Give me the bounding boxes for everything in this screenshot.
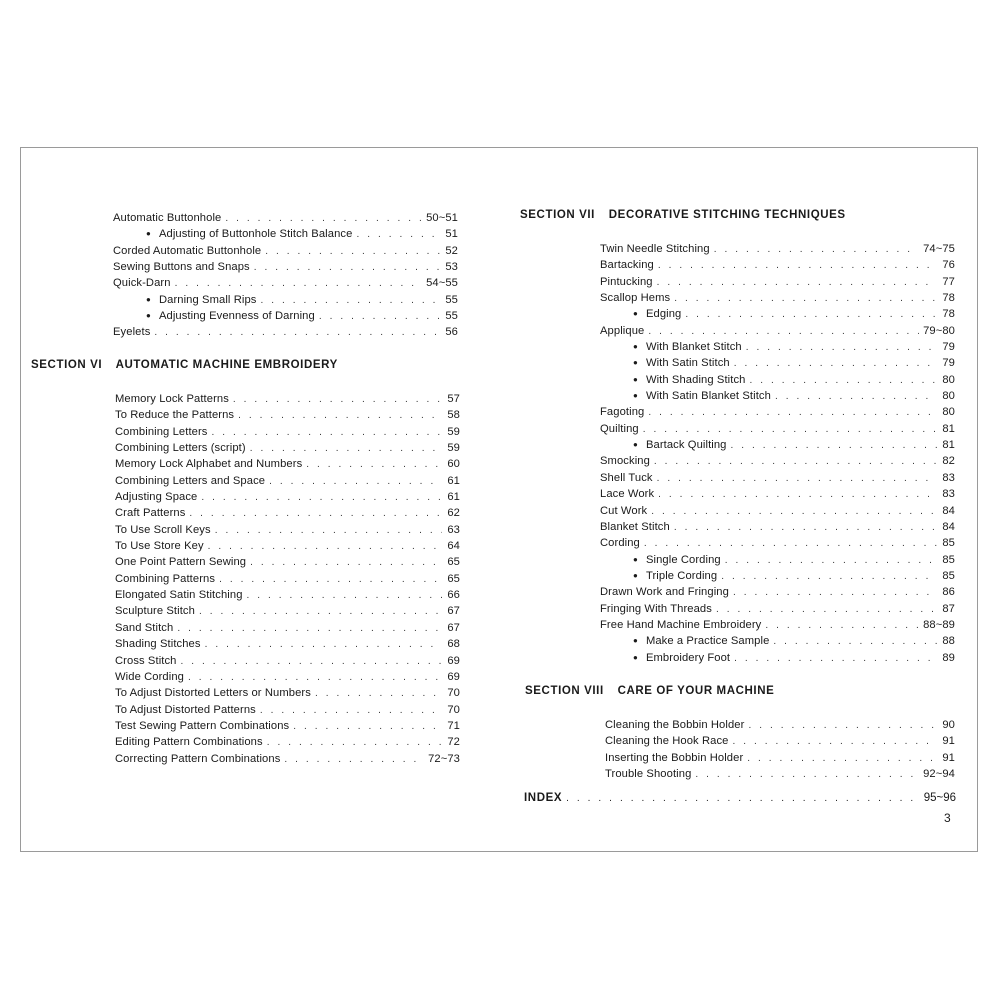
entry-label: Fagoting bbox=[600, 406, 645, 419]
entry-page: 80 bbox=[942, 390, 955, 403]
toc-entry[interactable] bbox=[600, 453, 955, 469]
toc-entry[interactable] bbox=[115, 522, 460, 538]
toc-entry[interactable] bbox=[115, 440, 460, 456]
toc-entry[interactable] bbox=[115, 489, 460, 505]
entry-label: One Point Pattern Sewing bbox=[115, 556, 247, 569]
dot-leader bbox=[238, 408, 442, 424]
dot-leader bbox=[746, 340, 937, 356]
dot-leader bbox=[716, 602, 937, 618]
dot-leader bbox=[658, 258, 937, 274]
toc-sub-entry[interactable] bbox=[113, 226, 458, 242]
entry-page: 78 bbox=[942, 308, 955, 321]
entry-label: ● With Satin Blanket Stitch bbox=[633, 388, 771, 405]
toc-entry[interactable] bbox=[600, 486, 955, 502]
dot-leader bbox=[725, 553, 937, 569]
dot-leader bbox=[181, 654, 442, 670]
entry-page: 57 bbox=[447, 393, 460, 405]
entry-label: Lace Work bbox=[600, 488, 655, 501]
entry-label: Wide Cording bbox=[115, 670, 184, 683]
entry-page: 84 bbox=[942, 520, 955, 533]
entry-page: 85 bbox=[942, 553, 955, 566]
toc-entry[interactable] bbox=[600, 535, 955, 551]
entry-page: 62 bbox=[447, 507, 460, 520]
entry-label: ● Single Cording bbox=[633, 552, 721, 569]
entry-page: 72 bbox=[447, 736, 460, 749]
toc-entry[interactable] bbox=[600, 519, 955, 535]
toc-entry[interactable] bbox=[113, 324, 458, 340]
entry-page: 89 bbox=[942, 651, 955, 664]
dot-leader bbox=[208, 539, 442, 555]
toc-sub-entry[interactable] bbox=[600, 650, 955, 666]
entry-label: Memory Lock Patterns bbox=[115, 393, 229, 405]
entry-label: ● Triple Cording bbox=[633, 568, 717, 585]
entry-page: 86 bbox=[942, 586, 955, 599]
toc-entry[interactable] bbox=[115, 751, 460, 767]
entry-label: Sculpture Stitch bbox=[115, 605, 195, 618]
dot-leader bbox=[261, 293, 441, 309]
entry-label: ● Embroidery Foot bbox=[633, 650, 730, 667]
toc-sub-entry[interactable] bbox=[600, 306, 955, 322]
entry-label: ● With Satin Stitch bbox=[633, 355, 730, 372]
entry-page: 51 bbox=[445, 228, 458, 241]
toc-entry[interactable] bbox=[115, 620, 460, 636]
dot-leader bbox=[695, 767, 919, 783]
section-vii-title: DECORATIVE STITCHING TECHNIQUES bbox=[608, 209, 846, 221]
dot-leader bbox=[177, 621, 442, 637]
entry-label: Sand Stitch bbox=[115, 621, 174, 634]
entry-label: Free Hand Machine Embroidery bbox=[600, 618, 762, 631]
dot-leader bbox=[765, 618, 919, 634]
entry-label: Sewing Buttons and Snaps bbox=[113, 261, 250, 274]
toc-sub-entry[interactable] bbox=[600, 568, 955, 584]
entry-label: Applique bbox=[600, 324, 645, 337]
entry-label: ● Adjusting Evenness of Darning bbox=[146, 308, 315, 325]
dot-leader bbox=[293, 719, 442, 735]
index-page: 95~96 bbox=[923, 792, 956, 804]
toc-entry[interactable] bbox=[115, 571, 460, 587]
entry-label: Pintucking bbox=[600, 275, 653, 288]
dot-leader bbox=[247, 588, 442, 604]
dot-leader bbox=[269, 474, 442, 490]
entry-label: Blanket Stitch bbox=[600, 520, 670, 533]
dot-leader bbox=[566, 793, 920, 804]
toc-entry[interactable] bbox=[600, 241, 955, 257]
entry-page: 71 bbox=[447, 719, 460, 732]
entry-page: 56 bbox=[445, 326, 458, 339]
entry-page: 88~89 bbox=[923, 618, 955, 631]
toc-entry[interactable] bbox=[115, 603, 460, 619]
entry-page: 83 bbox=[942, 471, 955, 484]
dot-leader bbox=[643, 422, 937, 438]
toc-entry[interactable] bbox=[115, 685, 460, 701]
dot-leader bbox=[734, 356, 937, 372]
dot-leader bbox=[648, 405, 937, 421]
entry-page: 66 bbox=[447, 589, 460, 602]
entry-page: 61 bbox=[447, 491, 460, 504]
toc-entry[interactable] bbox=[115, 734, 460, 750]
entry-label: Shading Stitches bbox=[115, 638, 201, 651]
dot-leader bbox=[721, 569, 937, 585]
entry-page: 79~80 bbox=[923, 324, 955, 337]
toc-entry[interactable] bbox=[605, 717, 955, 733]
section-vi-title: AUTOMATIC MACHINE EMBROIDERY bbox=[115, 359, 338, 371]
toc-entry[interactable] bbox=[605, 766, 955, 782]
dot-leader bbox=[199, 604, 442, 620]
entry-label: To Adjust Distorted Patterns bbox=[115, 703, 256, 716]
toc-sub-entry[interactable] bbox=[600, 437, 955, 453]
entry-page: 79 bbox=[942, 341, 955, 354]
entry-label: Drawn Work and Fringing bbox=[600, 586, 729, 599]
entry-label: Test Sewing Pattern Combinations bbox=[115, 719, 290, 732]
entry-label: Cut Work bbox=[600, 504, 648, 517]
toc-entry[interactable] bbox=[115, 554, 460, 570]
dot-leader bbox=[657, 275, 937, 291]
entry-label: Twin Needle Stitching bbox=[600, 243, 710, 255]
toc-entry[interactable] bbox=[115, 407, 460, 423]
entry-label: To Reduce the Patterns bbox=[115, 409, 235, 422]
dot-leader bbox=[733, 585, 937, 601]
dot-leader bbox=[254, 260, 440, 276]
entry-label: ● Edging bbox=[633, 306, 681, 323]
dot-leader bbox=[319, 309, 440, 325]
entry-page: 67 bbox=[447, 605, 460, 618]
entry-page: 58 bbox=[447, 409, 460, 422]
entry-label: Trouble Shooting bbox=[605, 768, 692, 781]
dot-leader bbox=[219, 572, 442, 588]
entry-page: 81 bbox=[942, 439, 955, 452]
entry-page: 72~73 bbox=[428, 752, 460, 765]
entry-label: Smocking bbox=[600, 455, 650, 468]
toc-sub-entry[interactable] bbox=[600, 552, 955, 568]
entry-page: 69 bbox=[447, 654, 460, 667]
dot-leader bbox=[175, 276, 423, 292]
section-vii-number: SECTION VII bbox=[520, 209, 595, 221]
dot-leader bbox=[267, 735, 442, 751]
dot-leader bbox=[731, 438, 937, 454]
dot-leader bbox=[215, 523, 442, 539]
entry-label: Corded Automatic Buttonhole bbox=[113, 244, 262, 257]
dot-leader bbox=[188, 670, 442, 686]
dot-leader bbox=[732, 734, 937, 750]
entry-label: Inserting the Bobbin Holder bbox=[605, 751, 744, 764]
entry-page: 91 bbox=[942, 751, 955, 764]
toc-entry[interactable] bbox=[113, 243, 458, 259]
entry-page: 70 bbox=[447, 687, 460, 700]
entry-page: 65 bbox=[447, 572, 460, 585]
entry-label: Automatic Buttonhole bbox=[113, 212, 222, 224]
entry-label: To Adjust Distorted Letters or Numbers bbox=[115, 687, 311, 700]
entry-label: Cording bbox=[600, 537, 640, 550]
toc-entry[interactable] bbox=[600, 274, 955, 290]
dot-leader bbox=[714, 242, 919, 258]
entry-page: 55 bbox=[445, 293, 458, 306]
entry-page: 65 bbox=[447, 556, 460, 569]
entry-page: 52 bbox=[445, 244, 458, 257]
toc-sub-entry[interactable] bbox=[600, 372, 955, 388]
dot-leader bbox=[748, 718, 937, 734]
entry-page: 67 bbox=[447, 621, 460, 634]
dot-leader bbox=[205, 637, 442, 653]
dot-leader bbox=[265, 244, 440, 260]
entry-page: 92~94 bbox=[923, 768, 955, 781]
entry-label: To Use Scroll Keys bbox=[115, 523, 211, 536]
dot-leader bbox=[658, 487, 937, 503]
entry-page: 59 bbox=[447, 442, 460, 455]
toc-entry[interactable] bbox=[605, 733, 955, 749]
entry-page: 78 bbox=[942, 292, 955, 305]
toc-entry[interactable] bbox=[600, 584, 955, 600]
entry-page: 74~75 bbox=[923, 243, 955, 255]
toc-entry[interactable] bbox=[600, 617, 955, 633]
index-entry[interactable] bbox=[524, 792, 956, 804]
entry-label: ● With Shading Stitch bbox=[633, 372, 745, 389]
entry-label: Editing Pattern Combinations bbox=[115, 736, 263, 749]
toc-entry[interactable] bbox=[115, 473, 460, 489]
dot-leader bbox=[315, 686, 442, 702]
entry-label: Bartacking bbox=[600, 259, 654, 272]
entry-page: 59 bbox=[447, 425, 460, 438]
dot-leader bbox=[233, 392, 442, 408]
entry-label: Combining Letters and Space bbox=[115, 474, 266, 487]
toc-entry[interactable] bbox=[115, 538, 460, 554]
entry-label: Cleaning the Bobbin Holder bbox=[605, 719, 745, 731]
dot-leader bbox=[657, 471, 937, 487]
toc-entry[interactable] bbox=[115, 669, 460, 685]
toc-entry[interactable] bbox=[600, 257, 955, 273]
entry-label: Cross Stitch bbox=[115, 654, 177, 667]
dot-leader bbox=[674, 520, 937, 536]
entry-page: 91 bbox=[942, 735, 955, 748]
toc-entry[interactable] bbox=[115, 505, 460, 521]
entry-label: Quilting bbox=[600, 422, 639, 435]
toc-sub-entry[interactable] bbox=[600, 339, 955, 355]
entry-label: Combining Letters (script) bbox=[115, 442, 246, 455]
toc-sub-entry[interactable] bbox=[600, 633, 955, 649]
entry-label: ● With Blanket Stitch bbox=[633, 339, 742, 356]
entry-page: 63 bbox=[447, 523, 460, 536]
entry-page: 77 bbox=[942, 275, 955, 288]
dot-leader bbox=[644, 536, 937, 552]
section-viii-number: SECTION VIII bbox=[525, 685, 604, 697]
entry-page: 64 bbox=[447, 540, 460, 553]
dot-leader bbox=[651, 504, 937, 520]
index-label: INDEX bbox=[524, 792, 563, 804]
entry-page: 85 bbox=[942, 569, 955, 582]
entry-page: 90 bbox=[942, 719, 955, 731]
toc-entry[interactable] bbox=[115, 653, 460, 669]
toc-section-vi bbox=[115, 391, 460, 767]
section-vi-number: SECTION VI bbox=[31, 359, 103, 371]
toc-entry[interactable] bbox=[605, 750, 955, 766]
entry-label: ● Bartack Quilting bbox=[633, 437, 727, 454]
toc-sub-entry[interactable] bbox=[113, 308, 458, 324]
dot-leader bbox=[747, 751, 937, 767]
toc-entry[interactable] bbox=[115, 456, 460, 472]
entry-page: 87 bbox=[942, 602, 955, 615]
entry-label: Shell Tuck bbox=[600, 471, 653, 484]
entry-label: Adjusting Space bbox=[115, 491, 198, 504]
toc-entry[interactable] bbox=[600, 601, 955, 617]
toc-entry[interactable] bbox=[113, 259, 458, 275]
toc-entry[interactable] bbox=[115, 424, 460, 440]
toc-entry[interactable] bbox=[115, 702, 460, 718]
toc-entry[interactable] bbox=[600, 290, 955, 306]
toc-entry[interactable] bbox=[113, 275, 458, 291]
entry-label: ● Make a Practice Sample bbox=[633, 633, 769, 650]
dot-leader bbox=[654, 454, 937, 470]
toc-entry[interactable] bbox=[600, 404, 955, 420]
toc-entry[interactable] bbox=[115, 636, 460, 652]
entry-page: 85 bbox=[942, 537, 955, 550]
section-viii-heading bbox=[525, 685, 774, 697]
dot-leader bbox=[260, 703, 442, 719]
entry-label: Elongated Satin Stitching bbox=[115, 589, 243, 602]
section-vii-heading bbox=[520, 209, 846, 221]
dot-leader bbox=[250, 555, 442, 571]
dot-leader bbox=[734, 651, 937, 667]
dot-leader bbox=[212, 425, 443, 441]
entry-page: 80 bbox=[942, 373, 955, 386]
dot-leader bbox=[356, 227, 440, 243]
dot-leader bbox=[773, 634, 937, 650]
toc-entry[interactable] bbox=[115, 391, 460, 407]
entry-label: ● Adjusting of Buttonhole Stitch Balance bbox=[146, 226, 352, 243]
toc-sub-entry[interactable] bbox=[600, 388, 955, 404]
dot-leader bbox=[775, 389, 937, 405]
toc-entry[interactable] bbox=[600, 421, 955, 437]
entry-page: 50~51 bbox=[426, 212, 458, 224]
toc-entry[interactable] bbox=[115, 718, 460, 734]
entry-page: 55 bbox=[445, 310, 458, 323]
entry-label: ● Darning Small Rips bbox=[146, 292, 257, 309]
entry-label: To Use Store Key bbox=[115, 540, 204, 553]
entry-page: 53 bbox=[445, 261, 458, 274]
entry-label: Correcting Pattern Combinations bbox=[115, 752, 281, 765]
dot-leader bbox=[154, 325, 440, 341]
entry-label: Craft Patterns bbox=[115, 507, 186, 520]
dot-leader bbox=[749, 373, 937, 389]
page-number: 3 bbox=[944, 811, 951, 825]
entry-page: 76 bbox=[942, 259, 955, 272]
entry-page: 54~55 bbox=[426, 277, 458, 290]
entry-label: Fringing With Threads bbox=[600, 602, 712, 615]
entry-page: 79 bbox=[942, 357, 955, 370]
dot-leader bbox=[250, 441, 442, 457]
entry-page: 70 bbox=[447, 703, 460, 716]
entry-page: 82 bbox=[942, 455, 955, 468]
toc-section-viii bbox=[605, 717, 955, 782]
entry-page: 61 bbox=[447, 474, 460, 487]
dot-leader bbox=[284, 752, 424, 768]
entry-page: 88 bbox=[942, 635, 955, 648]
entry-label: Quick-Darn bbox=[113, 277, 171, 290]
entry-label: Scallop Hems bbox=[600, 292, 671, 305]
toc-entry[interactable] bbox=[600, 323, 955, 339]
dot-leader bbox=[225, 211, 422, 227]
entry-page: 69 bbox=[447, 670, 460, 683]
entry-label: Memory Lock Alphabet and Numbers bbox=[115, 458, 303, 471]
dot-leader bbox=[189, 506, 442, 522]
toc-left-top bbox=[113, 210, 458, 341]
toc-section-vii bbox=[600, 241, 955, 666]
section-vi-heading bbox=[31, 359, 338, 371]
entry-label: Eyelets bbox=[113, 326, 151, 339]
section-viii-title: CARE OF YOUR MACHINE bbox=[617, 685, 775, 697]
entry-page: 60 bbox=[447, 458, 460, 471]
dot-leader bbox=[201, 490, 442, 506]
entry-label: Cleaning the Hook Race bbox=[605, 735, 729, 748]
dot-leader bbox=[306, 457, 442, 473]
toc-entry[interactable] bbox=[115, 587, 460, 603]
entry-page: 83 bbox=[942, 488, 955, 501]
dot-leader bbox=[674, 291, 937, 307]
dot-leader bbox=[685, 307, 937, 323]
toc-sub-entry[interactable] bbox=[113, 292, 458, 308]
toc-entry[interactable] bbox=[600, 503, 955, 519]
entry-label: Combining Patterns bbox=[115, 572, 216, 585]
toc-sub-entry[interactable] bbox=[600, 355, 955, 371]
entry-page: 80 bbox=[942, 406, 955, 419]
entry-page: 68 bbox=[447, 638, 460, 651]
entry-page: 81 bbox=[942, 422, 955, 435]
entry-page: 84 bbox=[942, 504, 955, 517]
dot-leader bbox=[648, 324, 919, 340]
entry-label: Combining Letters bbox=[115, 425, 208, 438]
toc-entry[interactable] bbox=[600, 470, 955, 486]
toc-entry[interactable] bbox=[113, 210, 458, 226]
